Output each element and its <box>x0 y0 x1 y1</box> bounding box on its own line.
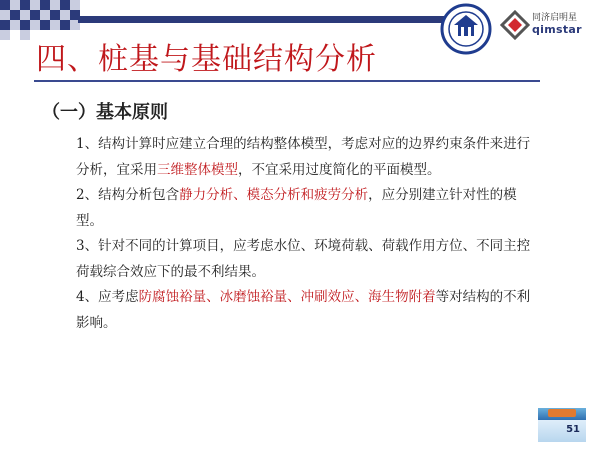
list-item <box>76 234 538 285</box>
title-divider <box>34 80 540 82</box>
principles-list <box>76 132 538 336</box>
list-item <box>76 132 538 183</box>
section-heading: （一）基本原则 <box>42 102 168 123</box>
diamond-icon <box>500 10 530 40</box>
item-4-text-a: 4、应考虑 <box>76 289 139 305</box>
item-2-text-b: ，应分别建立针对性的模型。 <box>76 187 517 229</box>
item-4-text-b: 等对结构的不利影响。 <box>76 289 531 331</box>
page-number: 51 <box>566 424 580 435</box>
footer-badge-banner <box>538 408 586 420</box>
brand-name-cn: 同济启明星 <box>532 13 578 23</box>
footer-badge-panel <box>538 420 586 442</box>
university-seal-logo <box>440 3 492 55</box>
brand-name-en: qimstar <box>532 23 582 36</box>
item-2-highlight: 静力分析、模态分析和疲劳分析 <box>179 187 369 203</box>
qimstar-brand-logo <box>500 8 596 42</box>
item-3-text: 3、针对不同的计算项目，应考虑水位、环境荷载、荷载作用方位、不同主控荷载综合效应下的最不利结果。 <box>76 238 531 280</box>
item-1-highlight: 三维整体模型 <box>157 161 238 178</box>
page-title: 四、桩基与基础结构分析 <box>36 42 377 77</box>
item-1-text-a: 1、结构计算时应建立合理的结构整体模型，考虑对应的边界约束条件来进行分析，宜采用 <box>76 136 531 178</box>
item-2-text-a: 2、结构分析包含 <box>76 187 180 203</box>
footer-badge <box>538 408 586 442</box>
header-bar <box>78 16 478 23</box>
list-item <box>76 285 538 336</box>
list-item <box>76 183 538 234</box>
item-4-highlight: 防腐蚀裕量、冰磨蚀裕量、冲刷效应、海生物附着 <box>138 289 436 305</box>
item-1-text-b: ，不宜采用过度简化的平面模型。 <box>238 161 441 178</box>
